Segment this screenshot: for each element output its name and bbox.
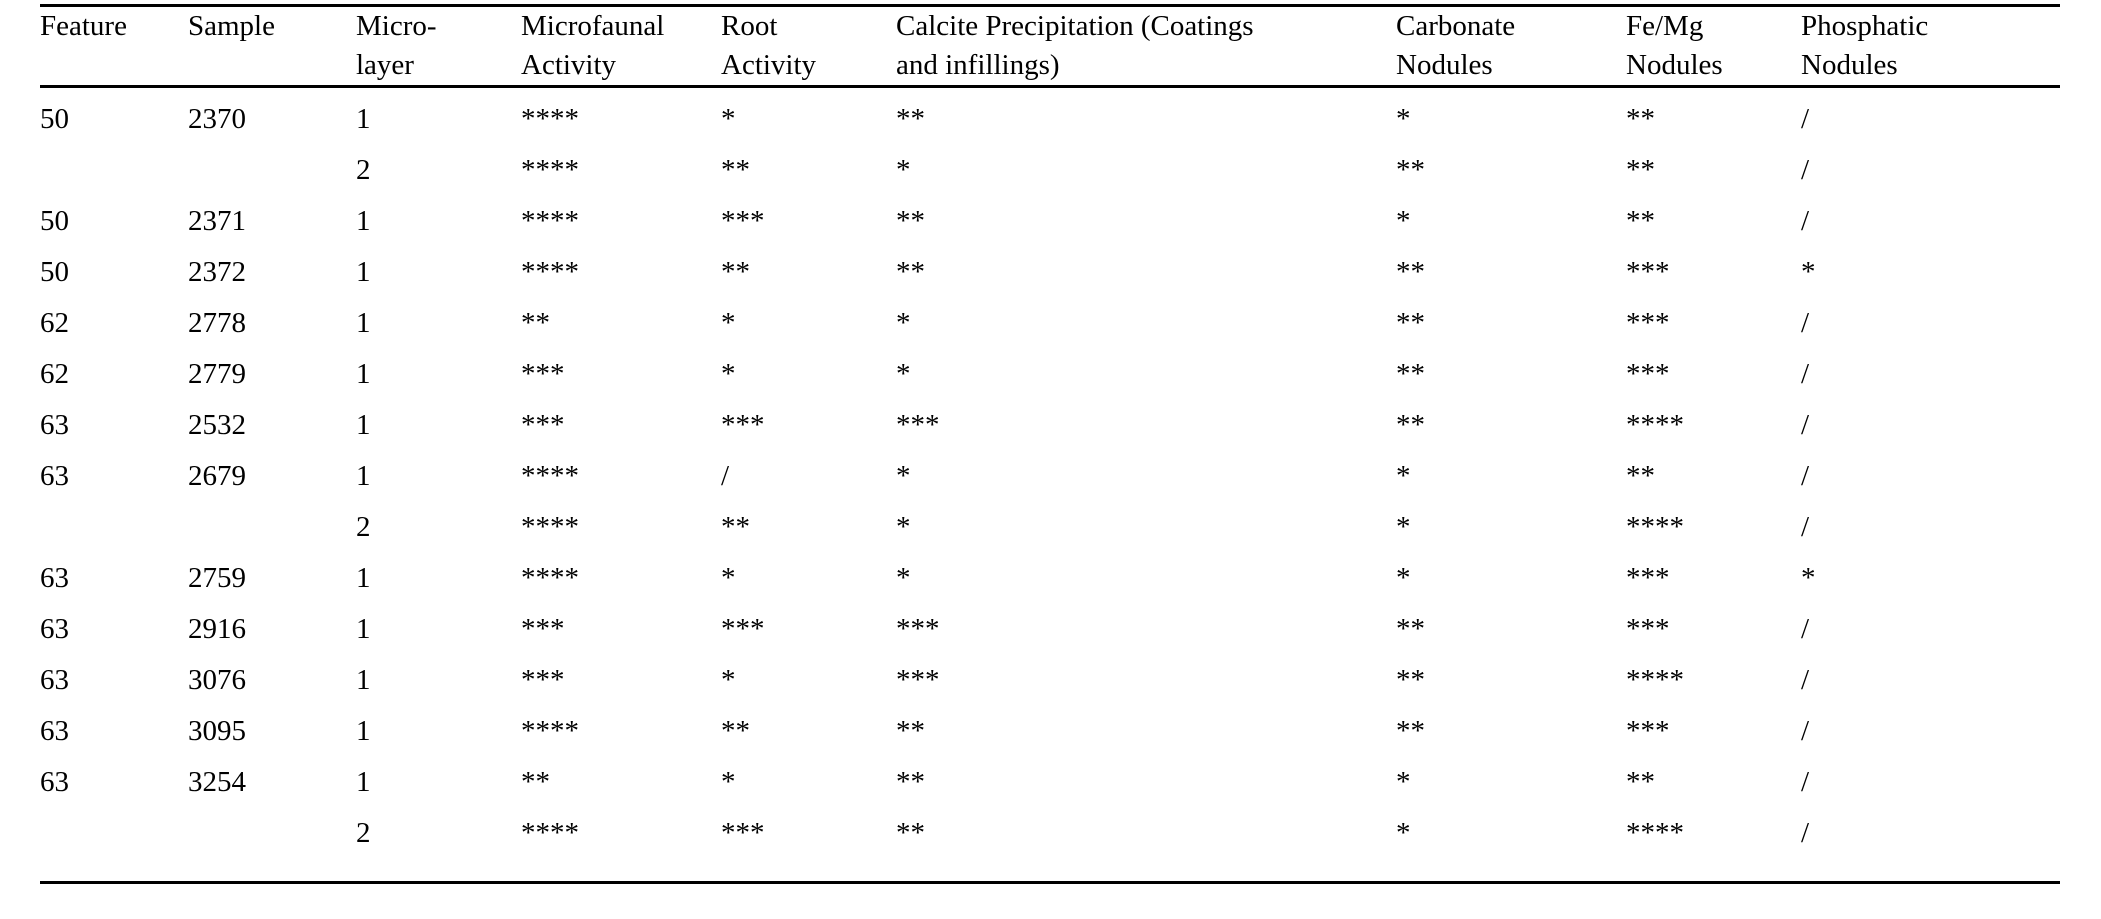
rating-stars: *: [721, 358, 736, 390]
table-cell-sample: 2916: [188, 613, 246, 645]
table-cell-feature: 62: [40, 307, 69, 339]
table-cell-feature: 62: [40, 358, 69, 390]
table-cell-phos: /: [1801, 715, 1810, 747]
column-header-microfaunal-activity: Microfaunal Activity: [521, 10, 665, 81]
table-cell-micro: 1: [356, 307, 371, 339]
table-cell-phos: [1801, 561, 2060, 612]
table-cell-carb: [1396, 765, 1626, 816]
table-cell-root: [721, 204, 896, 255]
table-cell-root: [721, 510, 896, 561]
table-cell-sample: 3095: [188, 715, 246, 747]
table-cell-feature: [40, 816, 188, 883]
table-cell-carb: [1396, 816, 1626, 883]
table-row: [40, 714, 2060, 765]
rating-stars: **: [896, 715, 925, 747]
table-cell-calcite: [896, 87, 1396, 154]
rating-stars: ***: [721, 409, 765, 441]
table-cell-calcite: [896, 357, 1396, 408]
table-cell-phos: /: [1801, 664, 1810, 696]
column-header-femg-nodules: Fe/Mg Nodules: [1626, 10, 1723, 81]
table-cell-root: [721, 816, 896, 883]
table-cell-sample: 3254: [188, 766, 246, 798]
table-cell-phos: /: [1801, 460, 1810, 492]
table-cell-carb: [1396, 459, 1626, 510]
table-cell-carb: [1396, 255, 1626, 306]
table-cell-calcite: [896, 306, 1396, 357]
column-header-phosphatic-nodules: Phosphatic Nodules: [1801, 10, 1929, 81]
table-cell-feature: 50: [40, 256, 69, 288]
rating-stars: **: [1626, 205, 1655, 237]
rating-stars: ***: [721, 613, 765, 645]
rating-stars: *: [721, 766, 736, 798]
table-cell-feature: 63: [40, 715, 69, 747]
table-cell-feature: [40, 153, 188, 204]
table-cell-carb: [1396, 408, 1626, 459]
table-cell-femg: [1626, 714, 1801, 765]
table-cell-phos: /: [1801, 409, 1810, 441]
rating-stars: **: [721, 256, 750, 288]
table-cell-microf: [521, 408, 721, 459]
rating-stars: *: [721, 103, 736, 135]
table-cell-microf: [521, 153, 721, 204]
rating-stars: ****: [521, 715, 579, 747]
rating-stars: **: [721, 715, 750, 747]
rating-stars: **: [521, 766, 550, 798]
rating-stars: *: [1396, 511, 1411, 543]
rating-stars: *: [896, 154, 911, 186]
table-cell-carb: [1396, 153, 1626, 204]
table-cell-phos: /: [1801, 766, 1810, 798]
rating-stars: **: [1396, 256, 1425, 288]
table-cell-microf: [521, 306, 721, 357]
table-cell-micro: 2: [356, 154, 371, 186]
table-cell-femg: [1626, 459, 1801, 510]
table-cell-micro: 1: [356, 664, 371, 696]
rating-stars: ****: [521, 154, 579, 186]
table-row: [40, 306, 2060, 357]
table-cell-sample: 2371: [188, 205, 246, 237]
rating-stars: **: [1626, 154, 1655, 186]
rating-stars: **: [1396, 613, 1425, 645]
table-cell-feature: 50: [40, 205, 69, 237]
table-cell-carb: [1396, 306, 1626, 357]
rating-stars: **: [1396, 307, 1425, 339]
rating-stars: **: [1626, 766, 1655, 798]
rating-stars: ****: [521, 103, 579, 135]
rating-stars: ***: [521, 613, 565, 645]
rating-stars: **: [1396, 664, 1425, 696]
table-cell-feature: 50: [40, 103, 69, 135]
table-cell-calcite: [896, 612, 1396, 663]
table-cell-sample: 2370: [188, 103, 246, 135]
rating-stars: **: [721, 511, 750, 543]
rating-stars: *: [1396, 103, 1411, 135]
table-cell-femg: [1626, 663, 1801, 714]
table-cell-root: [721, 408, 896, 459]
table-cell-sample: 3076: [188, 664, 246, 696]
table-row: [40, 510, 2060, 561]
table-cell-carb: [1396, 357, 1626, 408]
rating-stars: **: [1396, 358, 1425, 390]
table-cell-micro: 1: [356, 409, 371, 441]
table-cell-root: [721, 255, 896, 306]
column-header-sample: Sample: [188, 10, 275, 42]
table-cell-microf: [521, 87, 721, 154]
table-cell-micro: 1: [356, 613, 371, 645]
table-cell-microf: [521, 357, 721, 408]
table-cell-femg: [1626, 204, 1801, 255]
table-cell-feature: 63: [40, 664, 69, 696]
table-row: [40, 612, 2060, 663]
table-cell-calcite: [896, 255, 1396, 306]
rating-stars: ***: [1626, 562, 1670, 594]
table-cell-carb: [1396, 663, 1626, 714]
rating-stars: ***: [896, 664, 940, 696]
rating-stars: ****: [1626, 409, 1684, 441]
rating-stars: **: [1396, 715, 1425, 747]
rating-stars: ***: [896, 613, 940, 645]
table-cell-microf: [521, 714, 721, 765]
table-cell-micro: 2: [356, 511, 371, 543]
table-cell-calcite: [896, 561, 1396, 612]
table-cell-sample: 2759: [188, 562, 246, 594]
table-cell-femg: [1626, 306, 1801, 357]
table-cell-feature: 63: [40, 409, 69, 441]
table-cell-femg: [1626, 153, 1801, 204]
table-cell-calcite: [896, 765, 1396, 816]
table-cell-micro: 1: [356, 256, 371, 288]
table-cell-phos: /: [1801, 307, 1810, 339]
table-row: [40, 561, 2060, 612]
rating-stars: ***: [721, 205, 765, 237]
table-row: [40, 87, 2060, 154]
rating-stars: *: [1396, 766, 1411, 798]
rating-stars: ****: [1626, 817, 1684, 849]
table-cell-microf: [521, 765, 721, 816]
rating-stars: ***: [1626, 256, 1670, 288]
table-row: [40, 663, 2060, 714]
table-cell-carb: [1396, 561, 1626, 612]
table-cell-feature: [40, 510, 188, 561]
table-cell-femg: [1626, 408, 1801, 459]
rating-stars: **: [1626, 103, 1655, 135]
table-cell-femg: [1626, 612, 1801, 663]
table-cell-micro: 1: [356, 103, 371, 135]
rating-stars: *: [1801, 562, 1816, 594]
table-cell-root: [721, 306, 896, 357]
rating-stars: *: [721, 562, 736, 594]
table-cell-micro: 2: [356, 817, 371, 849]
table-cell-phos: /: [1801, 511, 1810, 543]
rating-stars: *: [1396, 205, 1411, 237]
rating-stars: *: [896, 358, 911, 390]
table-body: [40, 87, 2060, 883]
rating-stars: *: [1396, 817, 1411, 849]
rating-stars: *: [896, 460, 911, 492]
table-cell-calcite: [896, 408, 1396, 459]
rating-stars: **: [896, 817, 925, 849]
rating-stars: **: [721, 154, 750, 186]
rating-stars: ****: [1626, 664, 1684, 696]
table-cell-microf: [521, 255, 721, 306]
table-row: [40, 357, 2060, 408]
table-cell-microf: [521, 459, 721, 510]
table-cell-calcite: [896, 153, 1396, 204]
table-cell-micro: 1: [356, 766, 371, 798]
rating-stars: ****: [521, 511, 579, 543]
table-cell-root: [721, 765, 896, 816]
rating-stars: *: [1396, 460, 1411, 492]
table-header-row: [40, 6, 2060, 87]
rating-stars: **: [896, 766, 925, 798]
table-cell-carb: [1396, 714, 1626, 765]
table-cell-microf: [521, 612, 721, 663]
rating-stars: ****: [521, 562, 579, 594]
table-row: [40, 459, 2060, 510]
column-header-calcite-precipitation: Calcite Precipitation (Coatings and infillings): [896, 10, 1254, 81]
table-cell-micro: 1: [356, 715, 371, 747]
rating-stars: ***: [1626, 358, 1670, 390]
table-cell-femg: [1626, 561, 1801, 612]
table-cell-micro: 1: [356, 562, 371, 594]
table-header: [40, 6, 2060, 87]
table-cell-carb: [1396, 510, 1626, 561]
table-cell-sample: 2778: [188, 307, 246, 339]
table-cell-microf: [521, 816, 721, 883]
table-cell-calcite: [896, 204, 1396, 255]
table-cell-calcite: [896, 714, 1396, 765]
rating-stars: *: [896, 562, 911, 594]
table-cell-phos: /: [1801, 358, 1810, 390]
table-cell-carb: [1396, 87, 1626, 154]
table-cell-phos: /: [1801, 154, 1810, 186]
rating-stars: *: [896, 511, 911, 543]
table-cell-femg: [1626, 816, 1801, 883]
table-cell-femg: [1626, 510, 1801, 561]
table-cell-carb: [1396, 204, 1626, 255]
column-header-carbonate-nodules: Carbonate Nodules: [1396, 10, 1516, 81]
table-cell-sample: 2532: [188, 409, 246, 441]
column-header-microlayer: Micro- layer: [356, 10, 437, 81]
table-row: [40, 153, 2060, 204]
table-cell-root: [721, 153, 896, 204]
table-cell-feature: 63: [40, 613, 69, 645]
table-cell-sample: [188, 153, 356, 204]
table-cell-micro: 1: [356, 460, 371, 492]
rating-stars: ****: [521, 205, 579, 237]
table-cell-feature: 63: [40, 460, 69, 492]
table-cell-sample: [188, 816, 356, 883]
table-cell-microf: [521, 561, 721, 612]
rating-stars: *: [721, 307, 736, 339]
rating-stars: **: [1396, 154, 1425, 186]
table-cell-femg: [1626, 357, 1801, 408]
table-cell-sample: 2679: [188, 460, 246, 492]
rating-stars: **: [896, 205, 925, 237]
rating-stars: *: [1801, 256, 1816, 288]
table-row: [40, 765, 2060, 816]
rating-stars: ***: [721, 817, 765, 849]
rating-stars: **: [1626, 460, 1655, 492]
rating-stars: ****: [521, 460, 579, 492]
table-cell-root: /: [721, 460, 730, 492]
rating-stars: ****: [1626, 511, 1684, 543]
table-row: [40, 816, 2060, 883]
table-cell-phos: [1801, 255, 2060, 306]
table-sheet: [0, 4, 2101, 919]
table-cell-phos: /: [1801, 205, 1810, 237]
table-cell-micro: 1: [356, 358, 371, 390]
rating-stars: **: [896, 256, 925, 288]
table-row: [40, 255, 2060, 306]
table-cell-sample: [188, 510, 356, 561]
rating-stars: ***: [896, 409, 940, 441]
table-cell-root: [721, 561, 896, 612]
table-cell-root: [721, 87, 896, 154]
rating-stars: ***: [521, 358, 565, 390]
rating-stars: *: [896, 307, 911, 339]
rating-stars: **: [521, 307, 550, 339]
table-cell-root: [721, 714, 896, 765]
column-header-root-activity: Root Activity: [721, 10, 817, 81]
table-cell-phos: /: [1801, 613, 1810, 645]
table-cell-phos: /: [1801, 817, 1810, 849]
table-row: [40, 204, 2060, 255]
table-cell-calcite: [896, 663, 1396, 714]
table-cell-feature: 63: [40, 562, 69, 594]
table-cell-femg: [1626, 87, 1801, 154]
table-cell-calcite: [896, 816, 1396, 883]
table-cell-calcite: [896, 510, 1396, 561]
table-cell-femg: [1626, 765, 1801, 816]
table-cell-sample: 2372: [188, 256, 246, 288]
rating-stars: **: [1396, 409, 1425, 441]
table-cell-femg: [1626, 255, 1801, 306]
rating-stars: **: [896, 103, 925, 135]
table-cell-phos: /: [1801, 103, 1810, 135]
table-cell-root: [721, 663, 896, 714]
table-cell-microf: [521, 204, 721, 255]
table-cell-microf: [521, 663, 721, 714]
column-header-feature: Feature: [40, 10, 127, 42]
table-cell-sample: 2779: [188, 358, 246, 390]
rating-stars: ***: [1626, 715, 1670, 747]
table-row: [40, 408, 2060, 459]
rating-stars: ****: [521, 256, 579, 288]
rating-stars: ***: [521, 409, 565, 441]
table-cell-root: [721, 612, 896, 663]
rating-stars: *: [721, 664, 736, 696]
table-cell-carb: [1396, 612, 1626, 663]
table-cell-micro: 1: [356, 205, 371, 237]
table-cell-feature: 63: [40, 766, 69, 798]
rating-stars: ***: [1626, 613, 1670, 645]
table-cell-calcite: [896, 459, 1396, 510]
table-cell-root: [721, 357, 896, 408]
rating-stars: ***: [1626, 307, 1670, 339]
rating-stars: ***: [521, 664, 565, 696]
table-cell-microf: [521, 510, 721, 561]
rating-stars: *: [1396, 562, 1411, 594]
rating-stars: ****: [521, 817, 579, 849]
micromorphology-table: [40, 4, 2060, 884]
